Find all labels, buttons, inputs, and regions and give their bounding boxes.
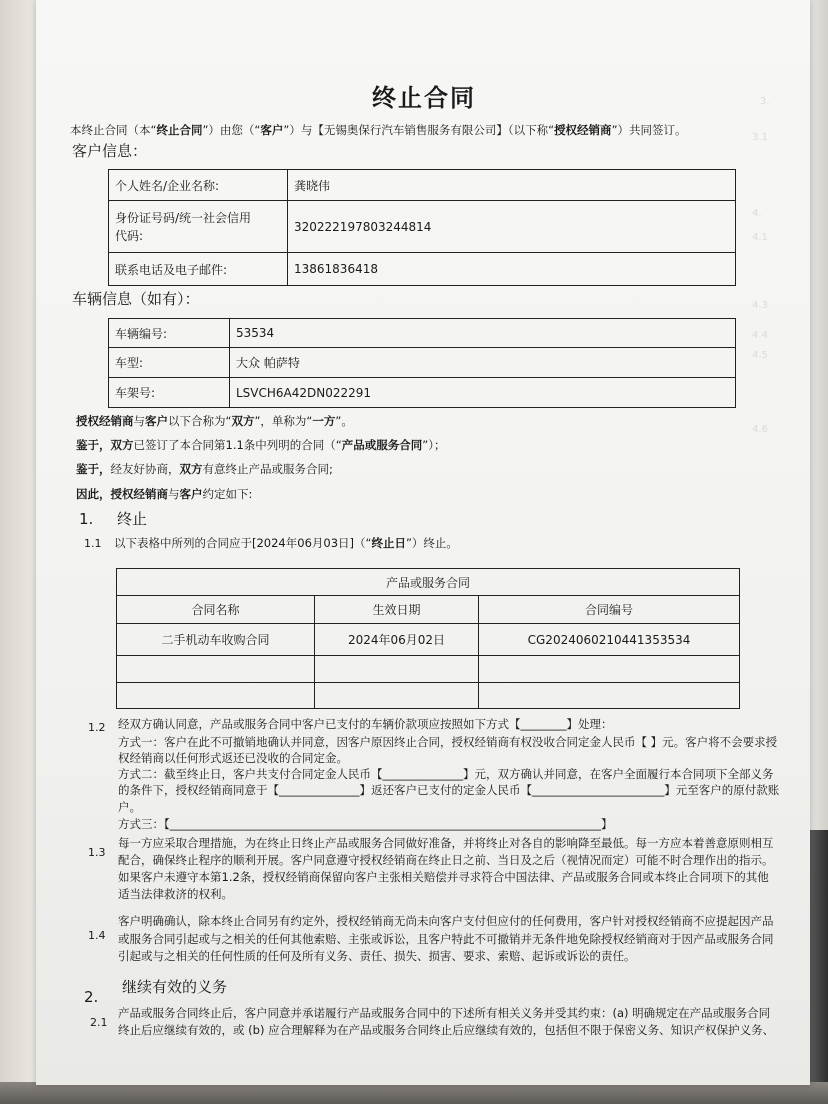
name-value: 龚晓伟 <box>288 170 736 201</box>
show-through-text: 4.5 <box>752 350 768 361</box>
clause-2-1-number: 2.1 <box>90 1016 108 1029</box>
table-caption: 产品或服务合同 <box>117 569 740 596</box>
customer-info-heading: 客户信息： <box>72 142 148 160</box>
table-cell: CG2024060210441353534 <box>479 624 740 656</box>
clause-1-1-text: 以下表格中所列的合同应于[2024年06月03日]（“终止日”）终止。 <box>114 536 458 550</box>
section-1-title: 终止 <box>117 510 148 528</box>
show-through-text: 4.3 <box>752 300 768 311</box>
table-cell <box>117 656 315 683</box>
desk-background-bottom <box>0 1082 828 1104</box>
show-through-text: 4.1 <box>752 232 768 243</box>
show-through-text: 4.4 <box>752 330 768 341</box>
table-row <box>109 319 736 348</box>
clause-1-4-line: 客户明确确认，除本终止合同另有约定外，授权经销商无尚未向客户支付但应付的任何费用，客户针对授权经销商不应提起因产品 <box>118 914 774 928</box>
vehicle-model-value: 大众 帕萨特 <box>230 348 736 378</box>
clause-1-4-line: 引起或与之相关的任何性质的任何及所有义务、责任、损失、损害、要求、索赔、起诉或诉讼的责任。 <box>118 949 636 963</box>
id-number-label: 身份证号码/统一社会信用 代码: <box>109 201 288 253</box>
contact-label: 联系电话及电子邮件: <box>109 253 288 286</box>
clause-1-3-line: 配合，确保终止程序的顺利开展。客户同意遵守授权经销商在终止日之前、当日及之后（视情况而定）可能不时合理作出的指示。 <box>118 853 774 867</box>
clause-2-1-line: 产品或服务合同终止后，客户同意并承诺履行产品或服务合同中的下述所有相关义务并受其约束：(a) 明确规定在产品或服务合同 <box>118 1006 771 1020</box>
table-row <box>109 170 736 201</box>
column-header: 合同编号 <box>479 596 740 624</box>
clause-1-3-line: 如果客户未遵守本第1.2条，授权经销商保留向客户主张相关赔偿并寻求符合中国法律、产品或服务合同或本终止合同项下的其他 <box>118 870 769 884</box>
section-2-number: 2. <box>84 988 99 1006</box>
vin-label: 车架号: <box>109 378 230 408</box>
table-cell <box>479 656 740 683</box>
recital-whereas-2: 鉴于，经友好协商，双方有意终止产品或服务合同; <box>76 462 333 476</box>
table-column-headers <box>117 596 740 624</box>
column-header: 生效日期 <box>315 596 479 624</box>
table-row <box>109 201 736 253</box>
clause-1-2-line: 方式一：客户在此不可撤销地确认并同意，因客户原因终止合同，授权经销商有权没收合同定金人民币【 】元。客户将不会要求授 <box>118 735 778 749</box>
table-cell: 二手机动车收购合同 <box>117 624 315 656</box>
vehicle-info-table <box>108 318 736 408</box>
vehicle-number-label: 车辆编号: <box>109 319 230 348</box>
clause-1-1-number: 1.1 <box>84 537 102 550</box>
clause-1-4-number: 1.4 <box>88 929 106 942</box>
vehicle-number-value: 53534 <box>230 319 736 348</box>
clause-1-2-line: 方式二：截至终止日，客户共支付合同定金人民币【______________】元，双方确认并同意，在客户全面履行本合同项下全部义务 <box>118 767 774 781</box>
table-cell: 2024年06月02日 <box>315 624 479 656</box>
table-cell <box>315 656 479 683</box>
table-cell <box>117 683 315 709</box>
document-title: 终止合同 <box>372 84 476 112</box>
recital-therefore: 因此，授权经销商与客户约定如下: <box>76 487 253 501</box>
parties-definition: 授权经销商与客户以下合称为“双方”，单称为“一方”。 <box>76 414 353 428</box>
show-through-text: 4.6 <box>752 424 768 435</box>
table-row <box>117 656 740 683</box>
column-header: 合同名称 <box>117 596 315 624</box>
name-label: 个人姓名/企业名称: <box>109 170 288 201</box>
clause-1-3-line: 适当法律救济的权利。 <box>118 887 233 901</box>
recital-whereas-1: 鉴于，双方已签订了本合同第1.1条中列明的合同（“产品或服务合同”）； <box>76 438 446 452</box>
desk-background-left <box>0 0 36 1104</box>
clause-1-2-line: 方式三：【___________________________________________________________________________】 <box>118 817 613 831</box>
table-row <box>117 624 740 656</box>
table-row <box>109 348 736 378</box>
table-row <box>117 683 740 709</box>
show-through-text: 3. <box>760 96 770 107</box>
vehicle-model-label: 车型: <box>109 348 230 378</box>
clause-1-2-line: 经双方确认同意，产品或服务合同中客户已支付的车辆价款项应按照如下方式【________】处理： <box>118 717 613 731</box>
clause-1-3-number: 1.3 <box>88 846 106 859</box>
show-through-text: 4. <box>752 208 762 219</box>
table-row <box>109 378 736 408</box>
terminated-contracts-table <box>116 568 740 709</box>
table-row <box>109 253 736 286</box>
id-number-value: 320222197803244814 <box>288 201 736 253</box>
clause-1-4-line: 或服务合同引起或与之相关的任何其他索赔、主张或诉讼，且客户特此不可撤销并无条件地免除授权经销商对于因产品或服务合同 <box>118 932 774 946</box>
clause-1-2-number: 1.2 <box>88 721 106 734</box>
clause-1-2-line: 权经销商以任何形式返还已没收的合同定金。 <box>118 751 348 765</box>
section-2-title: 继续有效的义务 <box>122 978 228 996</box>
table-cell <box>479 683 740 709</box>
clause-1-2-line: 的条件下，授权经销商同意于【______________】返还客户已支付的定金人民币【_______________________】元至客户的原付款账 <box>118 783 780 797</box>
customer-info-table <box>108 169 736 286</box>
vin-value: LSVCH6A42DN022291 <box>230 378 736 408</box>
clause-1-3-line: 每一方应采取合理措施，为在终止日终止产品或服务合同做好准备，并将终止对各自的影响降至最低。每一方应本着善意原则相互 <box>118 836 774 850</box>
contact-value: 13861836418 <box>288 253 736 286</box>
intro-paragraph: 本终止合同（本“终止合同”）由您（“客户”）与【无锡奥保行汽车销售服务有限公司】（以下称“授权经销商”）共同签订。 <box>70 123 687 137</box>
show-through-text: 3.1 <box>752 132 768 143</box>
table-cell <box>315 683 479 709</box>
clause-1-2-line: 户。 <box>118 800 141 814</box>
table-header-row <box>117 569 740 596</box>
clause-2-1-line: 终止后应继续有效的，或 (b) 应合理解释为在产品或服务合同终止后应继续有效的，包括但不限于保密义务、知识产权保护义务、 <box>118 1023 775 1037</box>
section-1-number: 1. <box>79 510 94 528</box>
vehicle-info-heading: 车辆信息（如有）： <box>72 290 200 308</box>
